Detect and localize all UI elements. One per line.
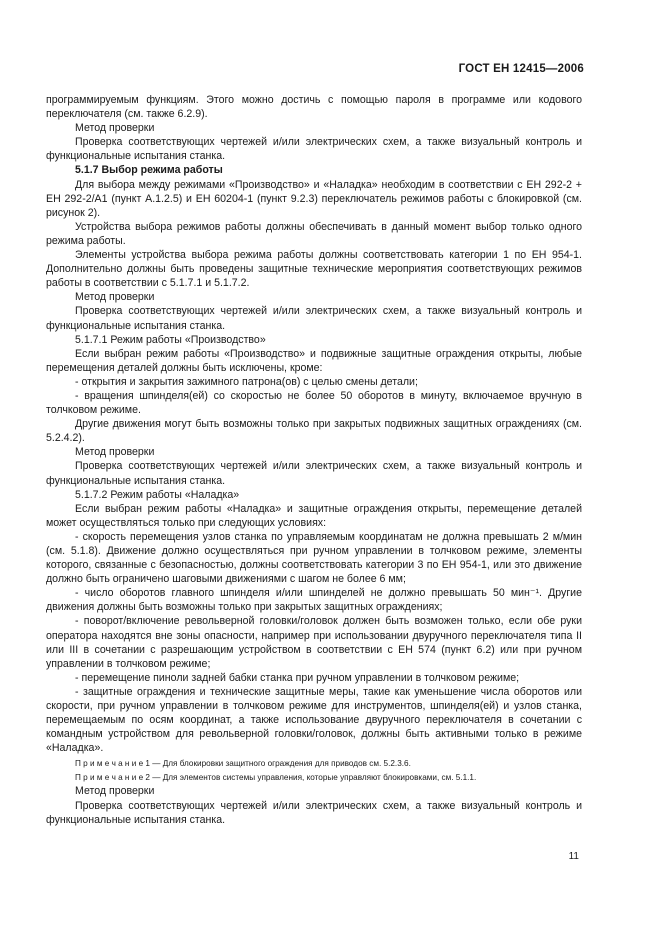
paragraph: - перемещение пиноли задней бабки станка при ручном управлении в толчковом режиме; — [75, 671, 520, 684]
paragraph: Другие движения могут быть возможны только при закрытых подвижных защитных ограждениях (см. 5.2.4.2). — [46, 418, 582, 445]
paragraph: - скорость перемещения узлов станка по управляемым координатам не должна превышать 2 м/мин (см. 5.1.8). Движение должно осуществляться при ручном управлении в толчковом режиме, элементы которого, связанные с безопасностью, должны соответствовать категории 3 по ЕН 954-1, или это движение должно быть ограничено шаговыми движениями с шагом не более 6 мм; — [46, 530, 582, 586]
paragraph: - число оборотов главного шпинделя и/или шпинделей не должно превышать 50 мин⁻¹. Другие движения должны быть возможны только при закрытых защитных ограждениях; — [46, 587, 582, 614]
body-text — [46, 93, 582, 827]
paragraph: Метод проверки — [75, 291, 155, 304]
page-header: ГОСТ ЕН 12415—2006 — [458, 63, 584, 75]
paragraph: Проверка соответствующих чертежей и/или электрических схем, а также визуальный контроль и функциональные испытания станка. — [46, 799, 582, 826]
section-heading: 5.1.7 Выбор режима работы — [75, 164, 223, 177]
paragraph: 5.1.7.2 Режим работы «Наладка» — [75, 488, 240, 501]
paragraph: Если выбран режим работы «Наладка» и защитные ограждения открыты, перемещение деталей может осуществляться только при следующих условиях: — [46, 502, 582, 529]
paragraph: Метод проверки — [75, 122, 155, 135]
paragraph: - поворот/включение револьверной головки/головок должен быть возможен только, если обе руки оператора находятся вне зоны опасности, например при использовании двуручного переключателя типа II или III в сочетании с разрешающим устройством в соответствии с ЕН 574 (пункт 6.2) или при ручном управлении в толчковом режиме; — [46, 615, 582, 670]
paragraph: Проверка соответствующих чертежей и/или электрических схем, а также визуальный контроль и функциональные испытания станка. — [46, 305, 582, 332]
paragraph: - защитные ограждения и технические защитные меры, такие как уменьшение числа оборотов или скорости, при ручном управлении в толчковом режиме для инструментов, шпинделя(ей) и узлов станка, перемещаемым по осям координат, а также использование двуручного переключателя в сочетании с командным устройством для револьверной головки/головок, должны быть активными только в режиме «Наладка». — [46, 685, 582, 755]
note: П р и м е ч а н и е 2 — Для элементов системы управления, которые управляют блокировками, см. 5.1.1. — [75, 773, 477, 783]
paragraph: Метод проверки — [75, 785, 155, 798]
page-number: 11 — [568, 851, 579, 862]
paragraph: Если выбран режим работы «Производство» и подвижные защитные ограждения открыты, любые перемещения деталей должны быть исключены, кроме: — [46, 347, 582, 374]
paragraph: Проверка соответствующих чертежей и/или электрических схем, а также визуальный контроль и функциональные испытания станка. — [46, 136, 582, 163]
note: П р и м е ч а н и е 1 — Для блокировки защитного ограждения для приводов см. 5.2.3.6. — [75, 759, 411, 769]
paragraph: - открытия и закрытия зажимного патрона(ов) с целью смены детали; — [75, 375, 418, 388]
paragraph: Проверка соответствующих чертежей и/или электрических схем, а также визуальный контроль и функциональные испытания станка. — [46, 460, 582, 487]
paragraph: программируемым функциям. Этого можно достичь с помощью пароля в программе или кодового переключателя (см. также 6.2.9). — [46, 94, 582, 121]
paragraph: Элементы устройства выбора режима работы должны соответствовать категории 1 по ЕН 954-1. Дополнительно должны быть проведены защитные технические мероприятия соответствующих режимов работы в соответствии с 5.1.7.1 и 5.1.7.2. — [46, 249, 582, 290]
paragraph: Метод проверки — [75, 446, 155, 459]
paragraph: 5.1.7.1 Режим работы «Производство» — [75, 333, 266, 346]
paragraph: - вращения шпинделя(ей) со скоростью не более 50 оборотов в минуту, включаемое вручную в толчковом режиме. — [46, 389, 582, 417]
paragraph: Для выбора между режимами «Производство» и «Наладка» необходим в соответствии с ЕН 292-2 + ЕН 292-2/А1 (пункт А.1.2.5) и ЕН 60204-1 (пункт 9.2.3) переключатель режимов работы с блокировкой (см. рисунок 2). — [46, 178, 582, 219]
paragraph: Устройства выбора режимов работы должны обеспечивать в данный момент выбор только одного режима работы. — [46, 220, 582, 247]
